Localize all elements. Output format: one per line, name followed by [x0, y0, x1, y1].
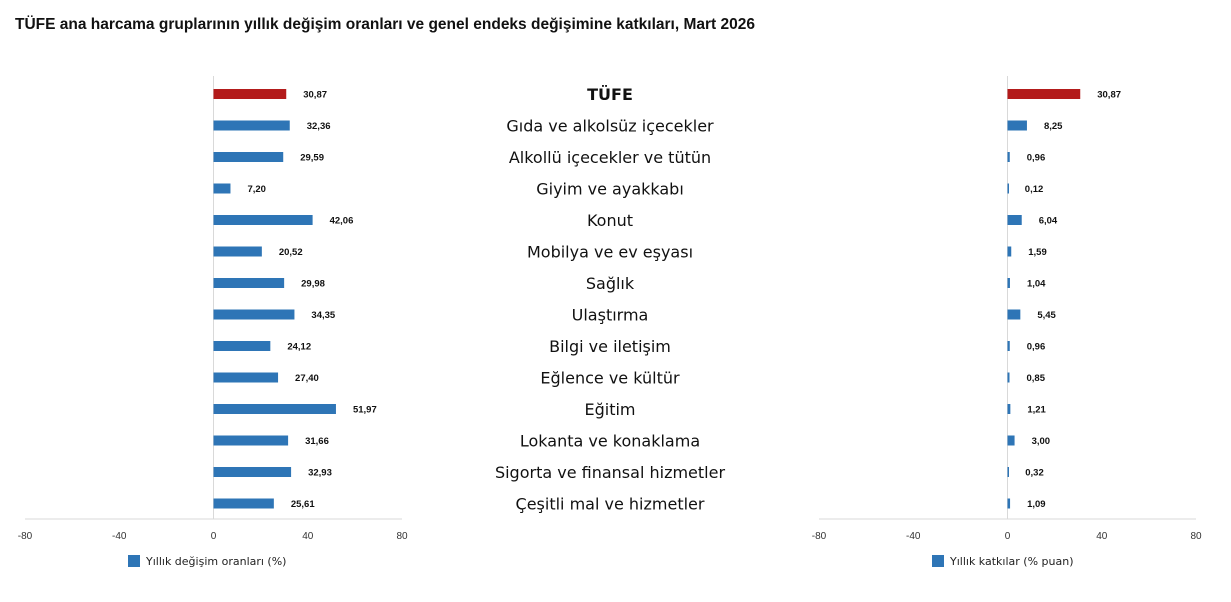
- chart-title: TÜFE ana harcama gruplarının yıllık değişim oranları ve genel endeks değişimine katkıları, Mart 2026: [15, 16, 755, 33]
- right-bar: [1008, 310, 1021, 320]
- right-bar-chart: [812, 76, 1202, 568]
- category-label: Ulaştırma: [571, 305, 649, 325]
- right-value-label: 6,04: [1038, 215, 1058, 227]
- left-bar: [214, 184, 231, 194]
- left-value-label: 31,66: [305, 436, 329, 447]
- left-bar: [214, 341, 271, 351]
- left-bar: [214, 152, 284, 162]
- category-label: Giyim ve ayakkabı: [536, 179, 684, 199]
- right-bar: [1008, 215, 1022, 225]
- category-label: Gıda ve alkolsüz içecekler: [506, 116, 714, 136]
- right-bar: [1008, 247, 1012, 257]
- left-bar: [214, 278, 285, 288]
- left-value-label: 32,93: [308, 467, 332, 479]
- left-bar: [214, 310, 295, 320]
- right-value-label: 0,96: [1026, 341, 1046, 353]
- right-value-label: 0,32: [1025, 467, 1044, 479]
- left-bar-chart: [18, 76, 408, 568]
- right-bar: [1008, 436, 1015, 446]
- left-value-label: 29,98: [301, 278, 325, 290]
- right-bar: [1008, 341, 1010, 351]
- left-value-label: 7,20: [247, 184, 266, 195]
- right-bar: [1008, 121, 1027, 131]
- left-value-label: 51,97: [352, 404, 377, 416]
- category-label: Bilgi ve iletişim: [549, 337, 671, 356]
- right-value-label: 1,59: [1028, 247, 1047, 258]
- left-legend-swatch: [128, 555, 140, 567]
- category-labels: [495, 85, 726, 514]
- right-value-label: 1,21: [1027, 404, 1046, 416]
- category-label: Mobilya ve ev eşyası: [526, 242, 694, 262]
- category-label: Alkollü içecekler ve tütün: [508, 148, 712, 167]
- right-value-label: 5,45: [1037, 310, 1056, 321]
- category-label: Lokanta ve konaklama: [519, 431, 701, 451]
- left-value-label: 32,36: [306, 121, 331, 132]
- left-value-label: 20,52: [278, 247, 303, 258]
- left-tick-label: 40: [302, 531, 314, 542]
- category-label: TÜFE: [587, 85, 633, 104]
- right-bar: [1008, 89, 1081, 99]
- left-bar: [214, 499, 274, 509]
- right-tick-label: -80: [811, 531, 827, 542]
- left-value-label: 25,61: [290, 499, 315, 510]
- left-value-label: 27,40: [295, 373, 319, 384]
- right-bar: [1008, 373, 1010, 383]
- right-value-label: 0,85: [1026, 373, 1046, 384]
- left-bar: [214, 247, 262, 257]
- left-bar: [214, 215, 313, 225]
- right-tick-label: 0: [1004, 531, 1011, 542]
- right-tick-label: 40: [1096, 531, 1108, 542]
- right-value-label: 0,12: [1024, 184, 1044, 195]
- category-label: Çeşitli mal ve hizmetler: [515, 494, 705, 514]
- right-value-label: 30,87: [1097, 89, 1122, 101]
- right-value-label: 8,25: [1043, 121, 1063, 132]
- left-bar: [214, 89, 287, 99]
- right-bar: [1008, 467, 1010, 477]
- right-bar: [1008, 404, 1011, 414]
- left-value-label: 29,59: [300, 152, 325, 164]
- left-tick-label: -80: [17, 531, 33, 542]
- left-value-label: 34,35: [311, 310, 336, 321]
- category-label: Eğitim: [584, 400, 636, 419]
- left-value-label: 30,87: [303, 89, 328, 101]
- category-label: Eğlence ve kültür: [540, 368, 680, 388]
- left-value-label: 42,06: [329, 215, 354, 227]
- category-label: Konut: [586, 211, 634, 230]
- left-tick-label: -40: [112, 531, 127, 542]
- category-label: Sağlık: [585, 274, 635, 293]
- left-bar: [214, 436, 289, 446]
- right-value-label: 3,00: [1031, 436, 1051, 447]
- right-tick-label: -40: [906, 531, 921, 542]
- left-bar: [214, 404, 336, 414]
- right-bar: [1008, 184, 1010, 194]
- right-bar: [1008, 152, 1010, 162]
- left-tick-label: 0: [210, 531, 217, 542]
- right-legend-swatch: [932, 555, 944, 567]
- left-bar: [214, 467, 292, 477]
- right-bar: [1008, 278, 1010, 288]
- left-legend-label: Yıllık değişim oranları (%): [146, 555, 287, 568]
- right-value-label: 1,09: [1027, 499, 1046, 510]
- left-value-label: 24,12: [287, 341, 312, 353]
- right-bar: [1008, 499, 1011, 509]
- left-bar: [214, 121, 290, 131]
- left-tick-label: 80: [396, 531, 408, 542]
- right-tick-label: 80: [1190, 531, 1202, 542]
- right-legend-label: Yıllık katkılar (% puan): [950, 555, 1074, 568]
- right-value-label: 1,04: [1026, 278, 1046, 290]
- right-value-label: 0,96: [1026, 152, 1046, 164]
- left-bar: [214, 373, 279, 383]
- category-label: Sigorta ve finansal hizmetler: [494, 463, 726, 482]
